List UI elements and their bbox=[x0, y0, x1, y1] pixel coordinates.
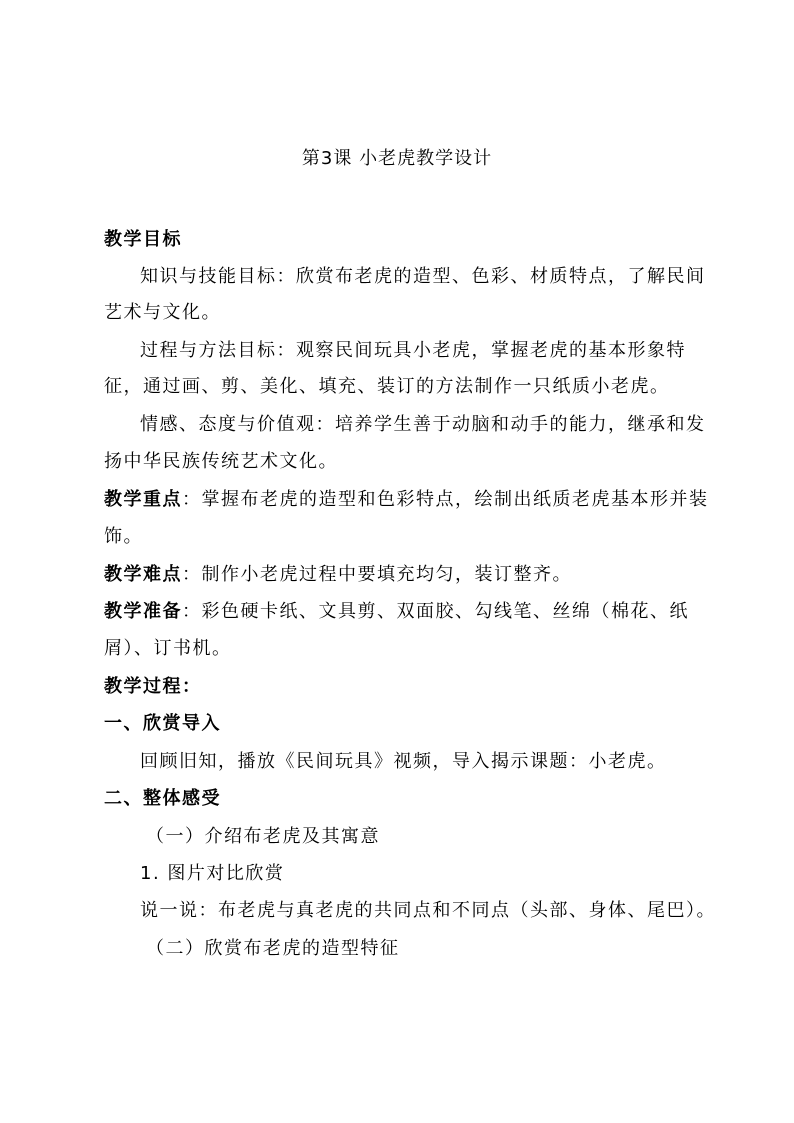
objective-emotion-line1: 情感、态度与价值观：培养学生善于动脑和动手的能力，继承和发 bbox=[140, 414, 706, 435]
key-points-paragraph bbox=[104, 488, 709, 512]
section2-heading: 二、整体感受 bbox=[104, 788, 221, 809]
objective-knowledge-line1: 知识与技能目标：欣赏布老虎的造型、色彩、材质特点，了解民间 bbox=[140, 266, 706, 287]
preparation-paragraph bbox=[104, 600, 704, 624]
subsection1-item1-text: 说一说：布老虎与真老虎的共同点和不同点（头部、身体、尾巴）。 bbox=[140, 900, 716, 921]
section1-text: 回顾旧知，播放《民间玩具》视频，导入揭示课题：小老虎。 bbox=[140, 751, 667, 772]
objective-process-line2: 征，通过画、剪、美化、填充、装订的方法制作一只纸质小老虎。 bbox=[104, 376, 670, 397]
objective-knowledge-line2: 艺术与文化。 bbox=[104, 302, 221, 323]
page-title: 第3课 小老虎教学设计 bbox=[301, 148, 493, 169]
difficulty-label: 教学难点 bbox=[104, 564, 182, 585]
preparation-text: ：彩色硬卡纸、文具剪、双面胶、勾线笔、丝绵（棉花、纸 bbox=[182, 601, 689, 622]
preparation-line2: 屑）、订书机。 bbox=[104, 638, 232, 659]
objective-emotion-line2: 扬中华民族传统艺术文化。 bbox=[104, 451, 338, 472]
subsection1-item1: 1. 图片对比欣赏 bbox=[140, 863, 285, 884]
difficulty-text: ：制作小老虎过程中要填充均匀，装订整齐。 bbox=[182, 564, 572, 585]
key-points-text: ：掌握布老虎的造型和色彩特点，绘制出纸质老虎基本形并装 bbox=[182, 489, 709, 510]
key-points-label: 教学重点 bbox=[104, 489, 182, 510]
process-heading: 教学过程： bbox=[104, 676, 202, 697]
subsection1-heading: （一）介绍布老虎及其寓意 bbox=[146, 826, 380, 847]
key-points-line2: 饰。 bbox=[104, 526, 143, 547]
subsection2-heading: （二）欣赏布老虎的造型特征 bbox=[146, 938, 400, 959]
preparation-label: 教学准备 bbox=[104, 601, 182, 622]
objective-process-line1: 过程与方法目标：观察民间玩具小老虎，掌握老虎的基本形象特 bbox=[140, 340, 686, 361]
objectives-heading: 教学目标 bbox=[104, 229, 182, 250]
section1-heading: 一、欣赏导入 bbox=[104, 713, 221, 734]
difficulty-paragraph bbox=[104, 563, 704, 587]
